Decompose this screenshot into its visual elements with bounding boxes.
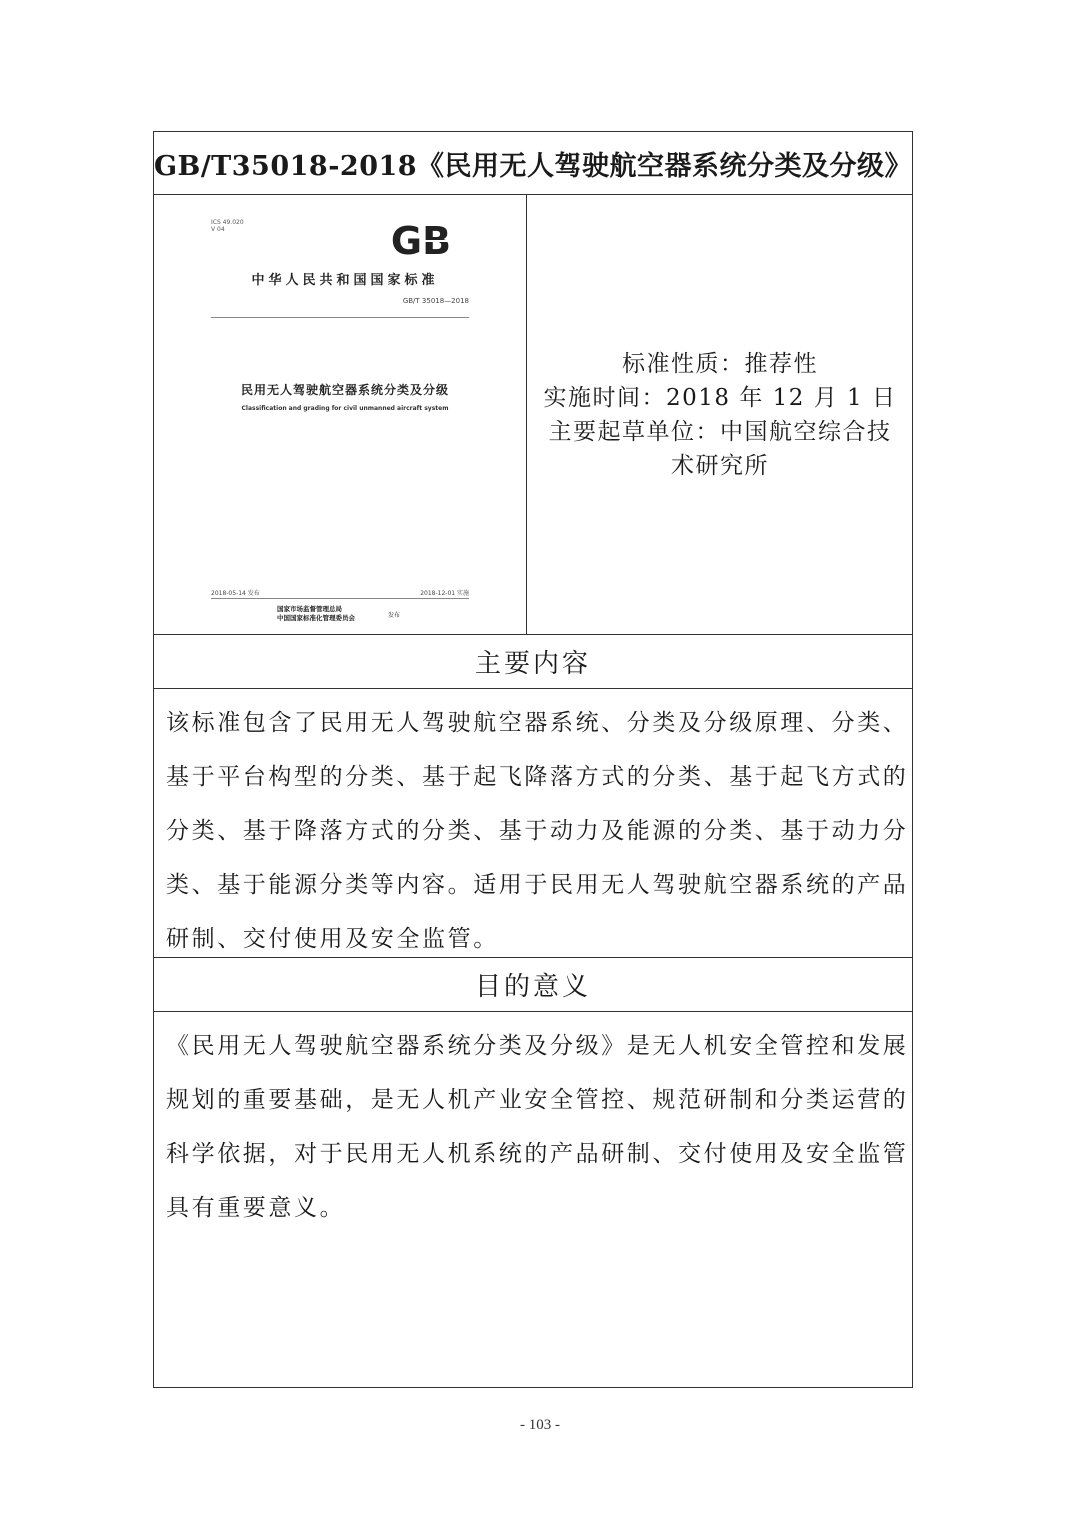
cover-title-en: Classification and grading for civil unmanned aircraft system — [241, 405, 449, 412]
cover-divider — [211, 317, 469, 318]
gb-logo-icon — [387, 221, 455, 261]
main-content-heading: 主要内容 — [474, 648, 591, 679]
text-line: 《民用无人驾驶航空器系统分类及分级》是无人机安全管控和发展 — [166, 1033, 909, 1059]
cover-standard-type: 中华人民共和国国家标准 — [251, 273, 439, 288]
cover-classification-codes: ICS 49.020 V 04 — [211, 219, 244, 233]
row-divider — [153, 688, 913, 689]
implementation-date: 实施时间：2018 年 12 月 1 日 — [543, 385, 897, 411]
standard-cover-image — [175, 205, 515, 633]
standard-info — [527, 195, 913, 635]
text-line: 类、基于能源分类等内容。适用于民用无人驾驶航空器系统的产品 — [166, 872, 909, 898]
cover-title-cn: 民用无人驾驶航空器系统分类及分级 — [240, 383, 449, 397]
cover-implement-date: 2018-12-01 实施 — [420, 590, 469, 597]
text-line: 具有重要意义。 — [166, 1195, 346, 1221]
main-content-text — [166, 696, 909, 966]
text-line: 规划的重要基础，是无人机产业安全管控、规范研制和分类运营的 — [166, 1087, 909, 1113]
purpose-heading: 目的意义 — [474, 971, 591, 1002]
text-line: 科学依据，对于民用无人机系统的产品研制、交付使用及安全监管 — [166, 1141, 909, 1167]
cover-publish-date: 2018-05-14 发布 — [211, 590, 260, 597]
standard-title: GB/T35018-2018《民用无人驾驶航空器系统分类及分级》 — [153, 150, 913, 182]
standard-nature: 标准性质：推荐性 — [622, 351, 818, 377]
cover-issuers: 国家市场监督管理总局 中国国家标准化管理委员会 — [277, 605, 355, 622]
purpose-text — [166, 1019, 909, 1235]
page-number: - 103 - — [520, 1417, 560, 1433]
svg-text:GB: GB — [390, 221, 452, 261]
text-line: 研制、交付使用及安全监管。 — [166, 926, 499, 952]
drafting-unit: 主要起草单位：中国航空综合技 — [548, 419, 892, 445]
text-line: 基于平台构型的分类、基于起飞降落方式的分类、基于起飞方式的 — [166, 764, 909, 790]
text-line: 该标准包含了民用无人驾驶航空器系统、分类及分级原理、分类、 — [166, 710, 909, 736]
text-line: 分类、基于降落方式的分类、基于动力及能源的分类、基于动力分 — [166, 818, 909, 844]
drafting-unit-cont: 术研究所 — [671, 453, 769, 479]
cover-standard-number: GB/T 35018—2018 — [402, 297, 469, 305]
cover-divider — [211, 598, 469, 599]
row-divider — [153, 1011, 913, 1012]
cover-issue-word: 发布 — [388, 612, 401, 619]
